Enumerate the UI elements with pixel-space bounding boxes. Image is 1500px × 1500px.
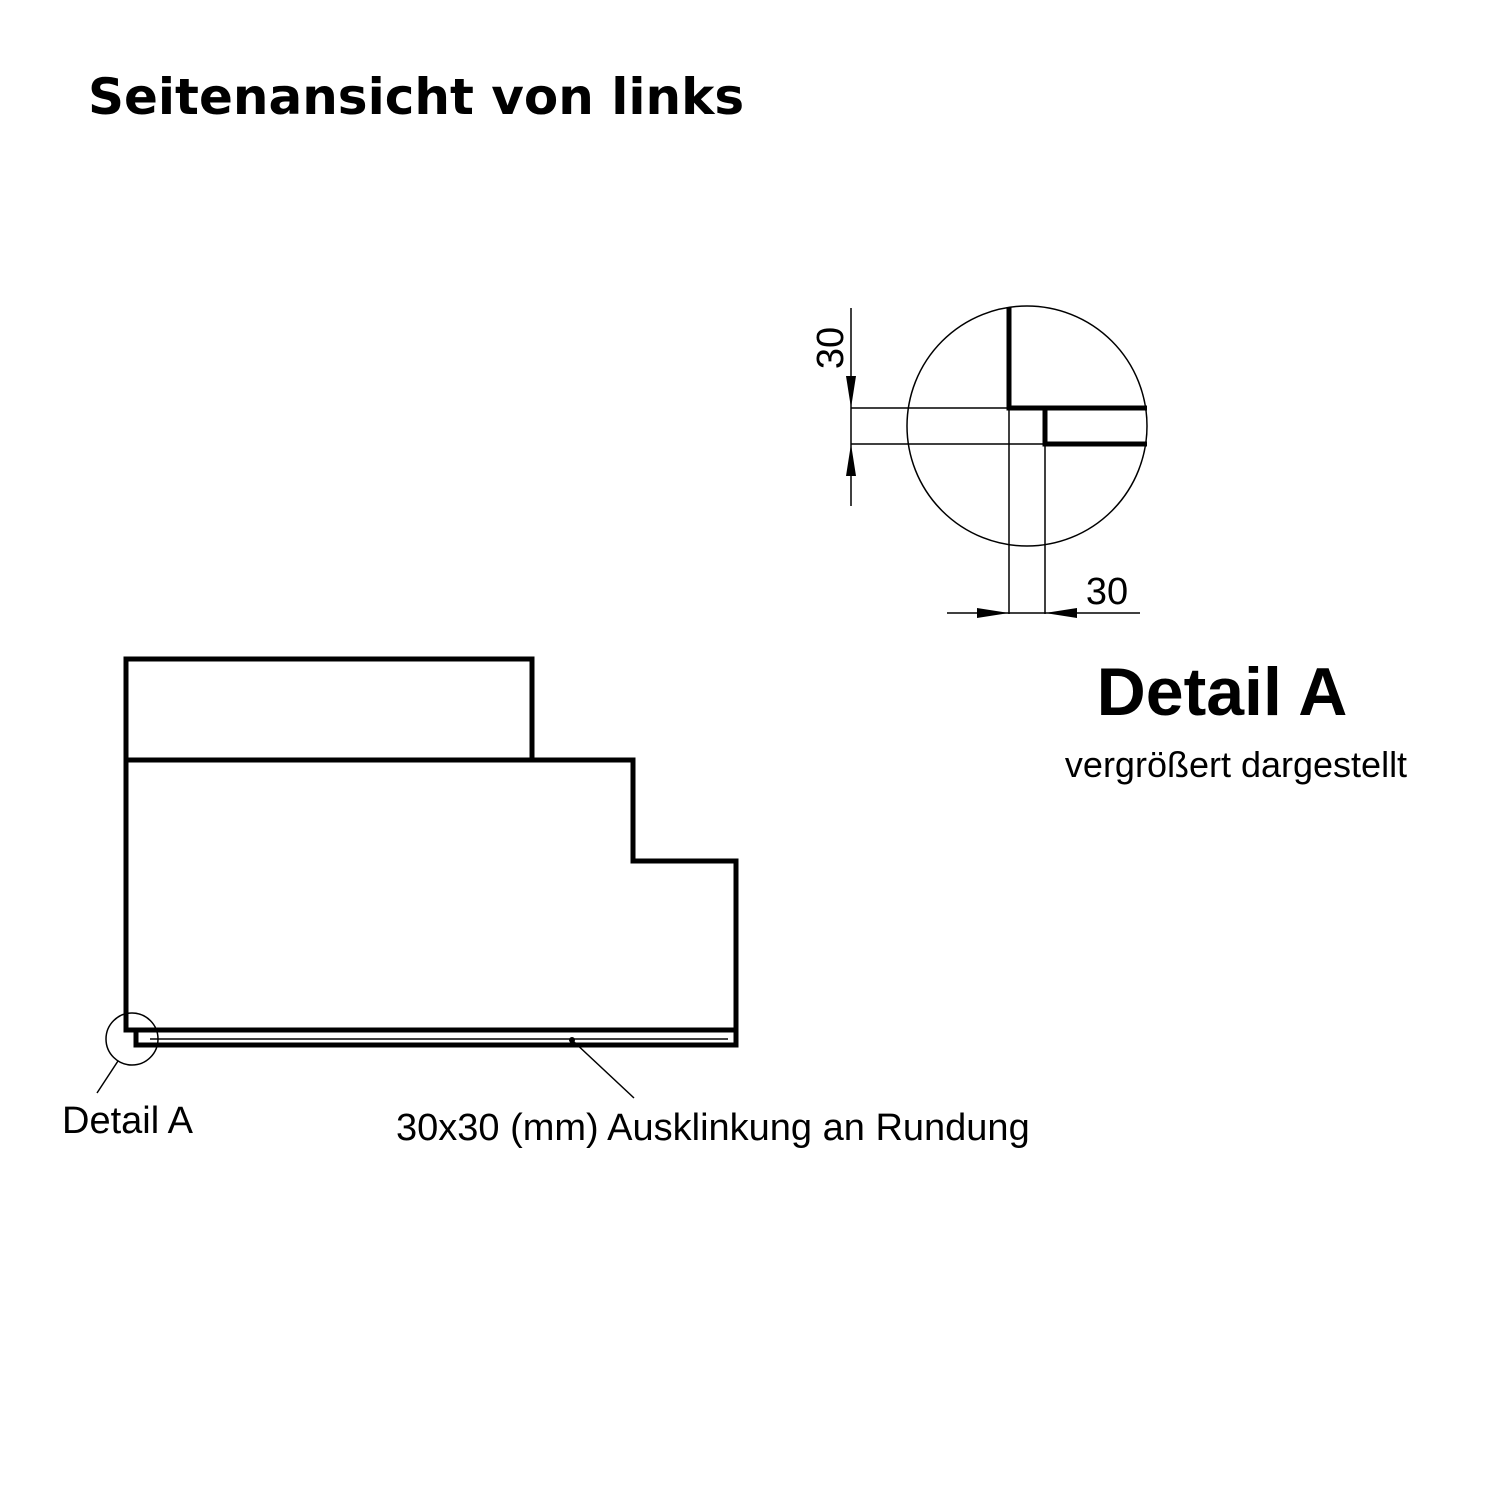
- side-view-upper-block: [126, 659, 532, 760]
- detail-title: Detail A: [1096, 654, 1348, 730]
- detail-a-leader-line: [97, 1061, 118, 1093]
- dim-vertical-value: 30: [810, 326, 852, 370]
- dim-arrow-up: [846, 444, 856, 476]
- page-title: Seitenansicht von links: [88, 68, 745, 126]
- detail-subtitle: vergrößert dargestellt: [1064, 744, 1408, 785]
- notch-leader-line: [572, 1040, 634, 1098]
- detail-a-notch-edge: [1045, 408, 1147, 444]
- detail-a-circle: [907, 306, 1147, 546]
- side-view: [126, 659, 736, 1045]
- detail-a-callout-label: Detail A: [62, 1100, 193, 1142]
- dim-arrow-right: [977, 608, 1009, 618]
- notch-leader-dot: [569, 1037, 575, 1043]
- notch-note-label: 30x30 (mm) Ausklinkung an Rundung: [396, 1107, 1030, 1149]
- detail-a-view: [851, 306, 1147, 614]
- dim-arrowheads: [846, 376, 1077, 618]
- dim-arrow-down: [846, 376, 856, 408]
- dim-horizontal-value: 30: [1085, 571, 1129, 613]
- dim-arrow-left: [1045, 608, 1077, 618]
- side-view-main-body: [126, 760, 736, 1045]
